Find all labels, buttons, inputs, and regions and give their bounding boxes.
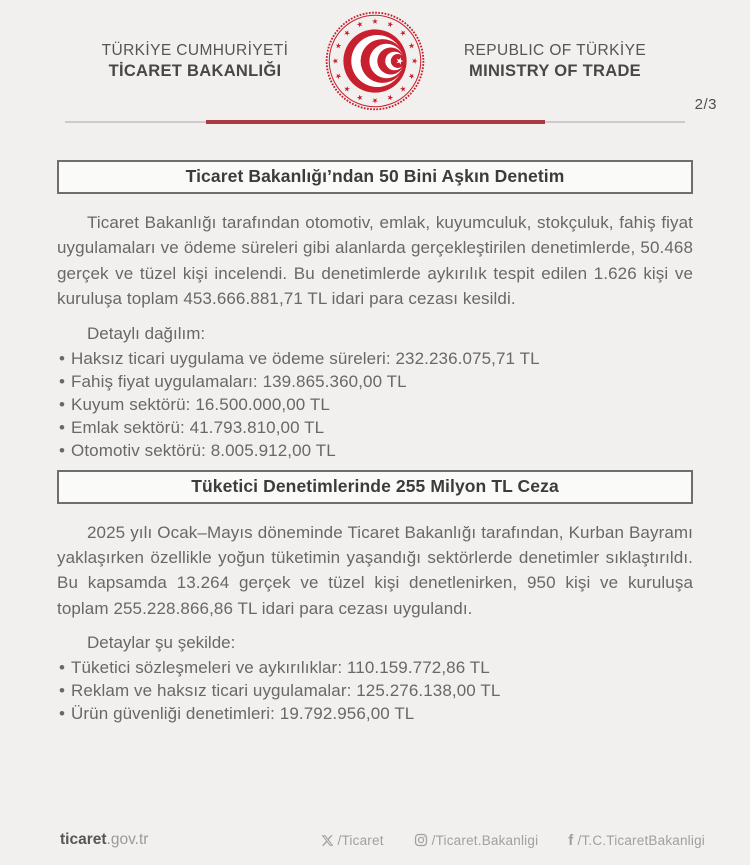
list-item: • Otomotiv sektörü: 8.005.912,00 TL [57,439,693,462]
social-instagram [414,833,539,848]
social-handle: /Ticaret.Bakanligi [431,832,539,848]
website-url-rest: .gov.tr [106,831,149,848]
section2-list-intro: Detaylar şu şekilde: [87,633,236,653]
social-x-twitter [321,833,384,848]
section1-title-box [57,160,693,194]
section1-list-intro: Detaylı dağılım: [87,323,206,343]
header [0,0,750,130]
header-left-block [65,42,325,81]
page-number: 2/3 [694,96,717,113]
ministry-of-trade-logo [322,8,428,114]
section2-title: Tüketici Denetimlerinde 255 Milyon TL Ceza [191,475,559,496]
list-item: • Kuyum sektörü: 16.500.000,00 TL [57,393,693,416]
x-twitter-icon [321,834,334,847]
divider-line [65,121,685,123]
list-item: • Haksız ticari uygulama ve ödeme süreleri: 232.236.075,71 TL [57,347,693,370]
social-handle: /Ticaret [337,832,384,848]
list-item: • Reklam ve haksız ticari uygulamalar: 125.276.138,00 TL [57,679,693,702]
social-facebook [568,833,705,848]
section2-detail-list [57,656,693,725]
header-right-block [425,42,685,81]
section2-paragraph: 2025 yılı Ocak–Mayıs döneminde Ticaret Bakanlığı tarafından, Kurban Bayramı yaklaşırken özellikle yoğun tüketimin yaşandığı sektörlerde denetimler sıklaştırıldı. Bu kapsamda 13.264 gerçek ve tüzel kişi denetlenirken, 950 kişi ve kuruluşa toplam 255.228.866,86 TL idari para cezası uygulandı. [57,522,693,618]
list-item: • Emlak sektörü: 41.793.810,00 TL [57,416,693,439]
ministry-name-en: MINISTRY OF TRADE [469,62,641,80]
ministry-name-tr: TİCARET BAKANLIĞI [108,62,282,80]
section2-title-box [57,470,693,504]
website-url [60,831,148,849]
section1-paragraph: Ticaret Bakanlığı tarafından otomotiv, emlak, kuyumculuk, stokçuluk, fahiş fiyat uygulamaları ve ödeme süreleri gibi alanlarda gerçekleştirilen denetimlerde, 50.468 gerçek ve tüzel kişi incelendi. Bu denetimlerde aykırılık tespit edilen 1.626 kişi ve kuruluşa toplam 453.666.881,71 TL idari para cezası kesildi. [57,213,693,309]
list-item: • Tüketici sözleşmeleri ve aykırılıklar: 110.159.772,86 TL [57,656,693,679]
footer [60,831,705,849]
document-body [0,160,750,725]
website-url-bold: ticaret [60,831,107,848]
divider-accent [206,120,545,124]
list-item: • Fahiş fiyat uygulamaları: 139.865.360,00 TL [57,370,693,393]
republic-name-en: REPUBLIC OF TÜRKİYE [463,42,647,59]
republic-name-tr: TÜRKİYE CUMHURİYETİ [101,42,289,59]
facebook-icon: f [568,831,574,849]
instagram-icon [414,833,428,847]
section1-title: Ticaret Bakanlığı’ndan 50 Bini Aşkın Denetim [185,166,565,186]
social-links [321,833,705,848]
ministry-emblem-icon [322,8,428,114]
section1-detail-list [57,347,693,462]
list-item: • Ürün güvenliği denetimleri: 19.792.956,00 TL [57,702,693,725]
social-handle: /T.C.TicaretBakanligi [577,832,705,848]
